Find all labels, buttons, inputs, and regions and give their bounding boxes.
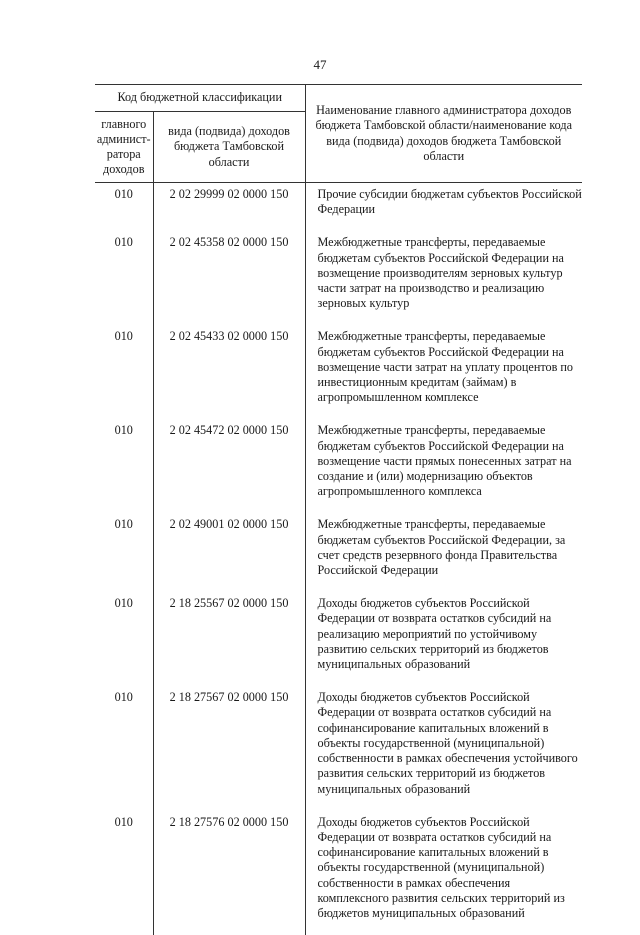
table-row — [95, 513, 582, 592]
table-row — [95, 419, 582, 513]
admin-code-cell: 010 — [95, 811, 153, 935]
income-name-cell: Доходы бюджетов субъектов Российской Федерации от возврата остатков субсидий на софинансирование капитальных вложений в объекты государственной (муниципальной) собственности в рамках обеспечения устойчивого развития сельских территорий из бюджетов муниципальных образований — [305, 686, 582, 810]
header-admin-column — [95, 112, 153, 183]
admin-code-cell: 010 — [95, 592, 153, 686]
header-code-line: бюджета Тамбовской — [158, 139, 301, 154]
income-code-cell: 2 18 27567 02 0000 150 — [153, 686, 305, 810]
admin-code-cell: 010 — [95, 325, 153, 419]
budget-classification-table — [95, 84, 582, 935]
header-admin-line: доходов — [95, 162, 153, 177]
income-name-cell: Межбюджетные трансферты, передаваемые бюджетам субъектов Российской Федерации, за счет средств резервного фонда Правительства Российской Федерации — [305, 513, 582, 592]
header-admin-line: главного — [95, 117, 153, 132]
income-name-cell: Доходы бюджетов субъектов Российской Федерации от возврата остатков субсидий на реализацию мероприятий по устойчивому развитию сельских территорий из бюджетов муниципальных образований — [305, 592, 582, 686]
table-body — [95, 183, 582, 935]
page-number: 47 — [0, 57, 640, 73]
admin-code-cell: 010 — [95, 686, 153, 810]
header-code-column — [153, 112, 305, 183]
table-row — [95, 592, 582, 686]
income-name-cell: Межбюджетные трансферты, передаваемые бюджетам субъектов Российской Федерации на возмещение части затрат на уплату процентов по инвестиционным кредитам (займам) в агропромышленном комплексе — [305, 325, 582, 419]
income-name-cell: Межбюджетные трансферты, передаваемые бюджетам субъектов Российской Федерации на возмещение производителям зерновых культур части затрат на производство и реализацию зерновых культур — [305, 231, 582, 325]
admin-code-cell: 010 — [95, 231, 153, 325]
income-code-cell: 2 02 45358 02 0000 150 — [153, 231, 305, 325]
admin-code-cell: 010 — [95, 513, 153, 592]
income-name-cell: Межбюджетные трансферты, передаваемые бюджетам субъектов Российской Федерации на возмещение части прямых понесенных затрат на создание и (или) модернизацию объектов агропромышленного комплекса — [305, 419, 582, 513]
table-row — [95, 686, 582, 810]
income-code-cell: 2 18 27576 02 0000 150 — [153, 811, 305, 935]
table-row — [95, 231, 582, 325]
table-row — [95, 183, 582, 232]
header-admin-line: админист- — [95, 132, 153, 147]
income-code-cell: 2 02 29999 02 0000 150 — [153, 183, 305, 232]
admin-code-cell: 010 — [95, 183, 153, 232]
header-budget-classification: Код бюджетной классификации — [95, 85, 305, 112]
income-code-cell: 2 02 45433 02 0000 150 — [153, 325, 305, 419]
header-code-line: вида (подвида) доходов — [158, 124, 301, 139]
header-admin-line: ратора — [95, 147, 153, 162]
income-name-cell: Доходы бюджетов субъектов Российской Федерации от возврата остатков субсидий на софинансирование капитальных вложений в объекты государственной (муниципальной) собственности в рамках обеспечения комплексного развития сельских территорий из бюджетов муниципальных образований — [305, 811, 582, 935]
table-row — [95, 325, 582, 419]
header-code-line: области — [158, 155, 301, 170]
table-row — [95, 811, 582, 935]
admin-code-cell: 010 — [95, 419, 153, 513]
income-code-cell: 2 18 25567 02 0000 150 — [153, 592, 305, 686]
income-code-cell: 2 02 49001 02 0000 150 — [153, 513, 305, 592]
header-name-column: Наименование главного администратора доходов бюджета Тамбовской области/наименование кода вида (подвида) доходов бюджета Тамбовской области — [305, 85, 582, 183]
income-code-cell: 2 02 45472 02 0000 150 — [153, 419, 305, 513]
income-name-cell: Прочие субсидии бюджетам субъектов Российской Федерации — [305, 183, 582, 232]
